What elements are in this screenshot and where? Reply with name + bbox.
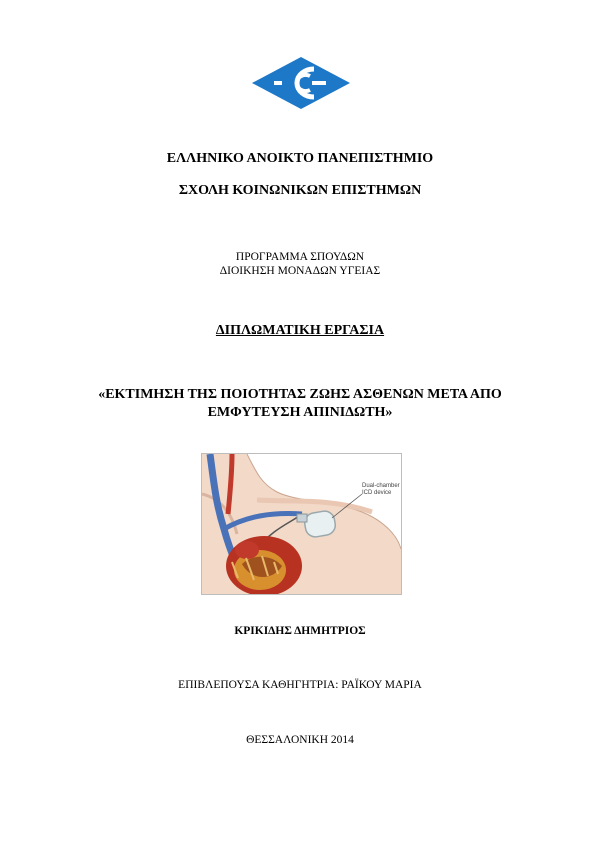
- program-line-1: ΠΡΟΓΡΑΜΜΑ ΣΠΟΥΔΩΝ: [235, 251, 365, 263]
- heart-icd-image: [202, 454, 401, 594]
- logo-emblem-icon: [252, 57, 350, 109]
- university-name: ΕΛΛΗΝΙΚΟ ΑΝΟΙΚΤΟ ΠΑΝΕΠΙΣΤΗΜΙΟ: [166, 151, 434, 166]
- document-type: ΔΙΠΛΩΜΑΤΙΚΗ ΕΡΓΑΣΙΑ: [215, 323, 385, 338]
- thesis-title-line-2: ΕΜΦΥΤΕΥΣΗ ΑΠΙΝΙΔΩΤΗ»: [207, 405, 393, 420]
- supervisor: ΕΠΙΒΛΕΠΟΥΣΑ ΚΑΘΗΓΗΤΡΙΑ: ΡΑΪΚΟΥ ΜΑΡΙΑ: [178, 679, 422, 691]
- figure-label-line-2: ICD device: [362, 490, 392, 496]
- university-logo: [252, 57, 350, 109]
- school-name: ΣΧΟΛΗ ΚΟΙΝΩΝΙΚΩΝ ΕΠΙΣΤΗΜΩΝ: [178, 183, 422, 198]
- figure-label-line-1: Dual-chamber: [362, 483, 400, 489]
- thesis-title-line-1: «ΕΚΤΙΜΗΣΗ ΤΗΣ ΠΟΙΟΤΗΤΑΣ ΖΩΗΣ ΑΣΘΕΝΩΝ ΜΕΤΑ ΑΠΟ: [98, 387, 502, 402]
- place-date: ΘΕΣΣΑΛΟΝΙΚΗ 2014: [246, 734, 354, 746]
- author-name: ΚΡΙΚΙΔΗΣ ΔΗΜΗΤΡΙΟΣ: [234, 625, 366, 637]
- icd-illustration: [201, 453, 402, 595]
- program-line-2: ΔΙΟΙΚΗΣΗ ΜΟΝΑΔΩΝ ΥΓΕΙΑΣ: [219, 265, 381, 277]
